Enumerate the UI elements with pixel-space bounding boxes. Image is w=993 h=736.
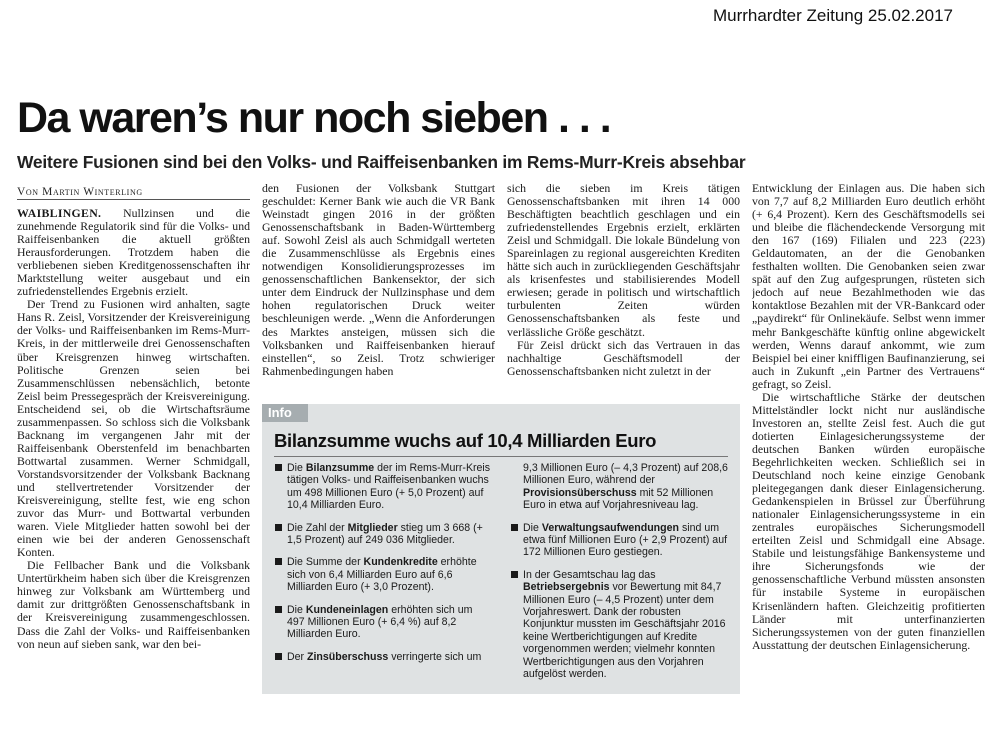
info-item: Die Summe der Kundenkredite erhöhte sich von 6,4 Milliarden Euro auf 6,6 Milliarden Euro (+ 3,0 Prozent). <box>274 556 492 593</box>
paragraph: Die wirtschaftliche Stärke der deutschen Mittelständler lockt nicht nur ausländische Investoren an, stellte Zeisl fest. Auch die gut dotierten Einlagesicherungssysteme der deutschen Banken würden europäische Begehrlichkeiten wecken. Schließlich sei in Deutschland noch keine einzige Genobank pleitegegangen dank dieser Einlagensicherung. Gedankenspielen in Brüssel zur Überführung nationaler Einlagensicherungssysteme in ein zentrales europäisches Sicherungsmodell erteilten Zeisl und Schmidgall eine Absage. Stabile und leistungsfähige Bankensysteme und ihre Sicherungsfonds wie der genossenschaftliche Verbund müssten ansonsten für instabile Systeme in europäischen Krisenländern haften. Gleichzeitig profitierten Länder mit unterfinanzierten Sicherungssystemen von der guten finanziellen Ausstattung der deutschen Einlagensicherung. <box>752 389 985 652</box>
info-tag: Info <box>262 404 308 422</box>
paragraph: Die Fellbacher Bank und die Volksbank Untertürkheim haben sich über die Kreisgrenzen hinweg zur Volksbank am Württemberg und damit zur drittgrößten Genossenschaftsbank in der Kreisvereinigung zusammengeschlossen. Dass die Zahl der Volks- und Raiffeisenbanken von neun auf sieben sank, war den bei- <box>17 558 250 651</box>
paragraph: Für Zeisl drückt sich das Vertrauen in das nachhaltige Geschäftsmodell der Genossenschaftsbanken nicht zuletzt in der <box>507 337 740 378</box>
article-column-2 <box>262 182 495 392</box>
info-item: Die Verwaltungsaufwendungen sind um etwa fünf Millionen Euro (+ 2,9 Prozent) auf 172 Millionen Euro gestiegen. <box>510 522 728 559</box>
bullet-icon <box>275 464 282 471</box>
info-item: Die Kundeneinlagen erhöhten sich um 497 Millionen Euro (+ 6,4 %) auf 8,2 Milliarden Euro. <box>274 604 492 641</box>
bullet-icon <box>275 653 282 660</box>
paragraph-text: Nullzinsen und die zunehmende Regulatorik sind für die Volks- und Raiffeisenbanken die aktuell größten Herausforderungen. Trotzdem haben die verbliebenen sieben Kreditgenossenschaften ihr Marktstellung weiter ausgebaut und ein zufriedenstellendes Ergebnis erzielt. <box>17 207 250 299</box>
byline-divider <box>17 199 250 200</box>
info-divider <box>274 456 728 457</box>
paragraph: sich die sieben im Kreis tätigen Genossenschaftsbanken mit ihren 14 000 Beschäftigten beachtlich geschlagen und ein zufriedenstellendes Ergebnis erzielt, erklärten Zeisl und Schmidgall. Die lokale Bündelung von Spareinlagen zu regional ausgereichten Krediten hätte sich auch in zurückliegenden Geschäftsjahr als krisenfestes und stabilisierendes Modell erwiesen; gerade in politisch und wirtschaftlich turbulenten Zeiten würden Genossenschaftsbanken als feste und verlässliche Größe geschätzt. <box>507 182 740 339</box>
info-column-left <box>274 462 492 673</box>
info-item: Die Zahl der Mitglieder stieg um 3 668 (+ 1,5 Prozent) auf 249 036 Mitglieder. <box>274 522 492 547</box>
article-subheadline: Weitere Fusionen sind bei den Volks- und Raiffeisenbanken im Rems-Murr-Kreis absehbar <box>17 152 746 172</box>
info-box <box>262 404 740 694</box>
newspaper-source-date: Murrhardter Zeitung 25.02.2017 <box>712 6 953 25</box>
paragraph: Entwicklung der Einlagen aus. Die haben sich von 7,7 auf 8,2 Milliarden Euro deutlich erhöht (+ 6,4 Prozent). Kern des Geschäftsmodells sei und bleibe die flächendeckende Versorgung mit den 167 (169) Filialen und 223 (223) Geldautomaten, an der die Genobanken festhalten wollten. Die Genobanken seien zwar spät auf den Zug aufgesprungen, rüsteten sich jedoch auf neue Bezahlmethoden wie das kontaktlose Bezahlen mit der VR-Bankcard oder „paydirekt“ für Onlinekäufe. Selbst wenn immer mehr Bankgeschäfte künftig online abgewickelt werden, Wenns darauf ankommt, wie zum Beispiel bei einer kniffligen Baufinanzierung, sei auch in Zukunft „ein Partner des Vertrauens“ gefragt, so Zeisl. <box>752 182 985 391</box>
paragraph: den Fusionen der Volksbank Stuttgart geschuldet: Kerner Bank wie auch die VR Bank Weinstadt gingen 2016 in der größten Genossenschaftsbank in Baden-Württemberg auf. Sowohl Zeisl als auch Schmidgall werteten die Zusammenschlüsse als Ergebnis eines notwendigen Konsolidierungsprozesses im genossenschaftlichen Bankensektor, der sich unter dem Eindruck der Nullzinsphase und dem hohen regulatorischen Druck weiter beschleunigen werde. „Wenn die Anforderungen des Marktes ansteigen, müssen sich die Volksbanken und Raiffeisenbanken hierauf einstellen“, so Zeisl. Trotz schwieriger Rahmenbedingungen haben <box>262 182 495 378</box>
paragraph <box>17 207 250 298</box>
info-column-right <box>510 462 728 691</box>
article-column-1 <box>17 207 250 695</box>
bullet-icon <box>275 558 282 565</box>
paragraph: Der Trend zu Fusionen wird anhalten, sagte Hans R. Zeisl, Vorsitzender der Kreisvereinigung der Volks- und Raiffeisenbanken im Rems-Murr-Kreis, in der mittlerweile drei Genossenschaften über Kreisgrenzen hinweg wirtschaften. Politische Grenzen seien bei Zusammenschlüssen nebensächlich, betonte Zeisl beim Pressegespräch der Kreisvereinigung. Entscheidend sei, ob die Wirtschaftsräume zusammenpassen. So schloss sich die Volksbank Backnang im vergangenen Jahr mit der Raiffeisenbank Oberstenfeld im benachbarten Bottwartal zusammen. Werner Schmidgall, Vorstandsvorsitzender der Volksbank Backnang und stellvertretender Vorsitzender der Kreisvereinigung, stellte fest, wie eng schon zuvor das Murr- und Bottwartal verbunden waren. Viele Mitglieder hatten sowohl bei der einen wie bei der anderen Genossenschaft Konten. <box>17 297 250 560</box>
bullet-icon <box>275 606 282 613</box>
dateline: WAIBLINGEN. <box>17 207 102 220</box>
info-item-continued: 9,3 Millionen Euro (– 4,3 Prozent) auf 208,6 Millionen Euro, während der Provisionsüberschuss mit 52 Millionen Euro in etwa auf Vorjahresniveau lag. <box>523 462 728 512</box>
article-headline: Da waren’s nur noch sieben . . . <box>17 94 611 142</box>
bullet-icon <box>275 524 282 531</box>
article-byline: Von Martin Winterling <box>17 186 143 198</box>
info-item: Die Bilanzsumme der im Rems-Murr-Kreis tätigen Volks- und Raiffeisenbanken wuchs um 498 Millionen Euro (+ 5,0 Prozent) auf 10,4 Milliarden Euro. <box>274 462 492 512</box>
bullet-icon <box>511 571 518 578</box>
article-column-4 <box>752 182 985 695</box>
info-item: Der Zinsüberschuss verringerte sich um <box>274 651 492 663</box>
article-column-3 <box>507 182 740 392</box>
info-box-title: Bilanzsumme wuchs auf 10,4 Milliarden Euro <box>274 430 657 451</box>
bullet-icon <box>511 524 518 531</box>
info-item: In der Gesamtschau lag das Betriebsergebnis vor Bewertung mit 84,7 Millionen Euro (– 4,5 Prozent) unter dem Vorjahreswert. Dank der robusten Konjunktur mussten im Geschäftsjahr 2016 keine Wertberichtigungen auf Kredite vorgenommen werden; vielmehr konnten Wertberichtigungen aus den Vorjahren aufgelöst werden. <box>510 569 728 681</box>
